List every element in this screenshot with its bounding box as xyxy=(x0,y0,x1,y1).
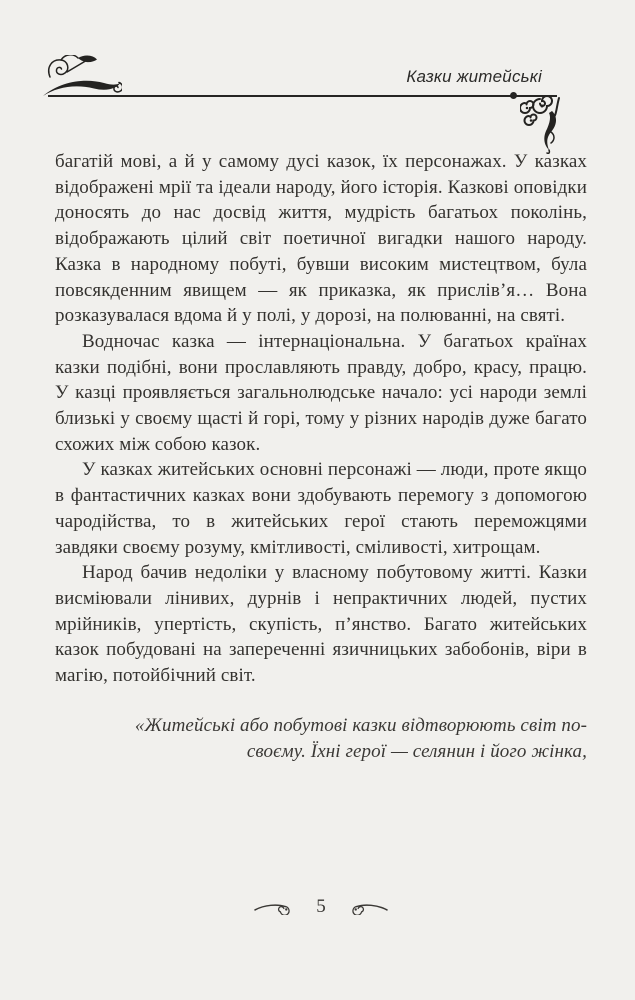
paragraph: багатій мові, а й у самому дусі казок, їх персонажах. У казках відображені мрії та ідеали народу, його історія. Казкові оповідки доносять до нас досвід життя, мудрість багатьох поколінь, відображають цілий світ поетичної вигадки нашого народу. Казка в народному побуті, бувши високим мистецтвом, була повсякденним явищем — як приказка, як прислів’я… Вона розказувалася вдома й у полі, у дорозі, на полюванні, на святі. xyxy=(55,151,587,327)
swirl-ornament-icon xyxy=(343,900,388,915)
paragraph: У казках житейських основні персонажі — люди, проте якщо в фантастичних казках вони здобувають перемогу з допомогою чародійства, то в житейських герої стають переможцями завдяки своєму розуму, кмітливості, сміливості, хитрощам. xyxy=(55,459,587,558)
corner-ornament-icon xyxy=(520,96,567,154)
header-rule xyxy=(48,95,557,97)
body-text xyxy=(55,149,587,766)
dot-ornament-icon xyxy=(510,92,517,99)
page-number: 5 xyxy=(316,896,326,917)
paragraph: Водночас казка — інтернаціональна. У багатьох країнах казки подібні, вони прославляють правду, добро, красу, працю. У казці проявляється загальнолюдське начало: усі народи землі близькі у своєму щасті й горі, тому у різних народів дуже багато схожих між собою казок. xyxy=(55,330,587,455)
epigraph-quote: «Житейські або побутові казки відтворюють світ по-своєму. Їхні герої — селянин і його жінка, xyxy=(134,714,587,763)
flourish-ornament-icon xyxy=(42,55,122,98)
paragraph: Народ бачив недоліки у власному побутовому житті. Казки висміювали лінивих, дурнів і непрактичних людей, пустих мрійників, упертість, скупість, п’янство. Багато житейських казок побудовані на запереченні язичницьких забобонів, віри в магію, потойбічний світ. xyxy=(55,562,587,687)
page-footer xyxy=(55,896,587,918)
swirl-ornament-icon xyxy=(254,900,299,915)
running-title: Казки житейські xyxy=(406,67,542,86)
